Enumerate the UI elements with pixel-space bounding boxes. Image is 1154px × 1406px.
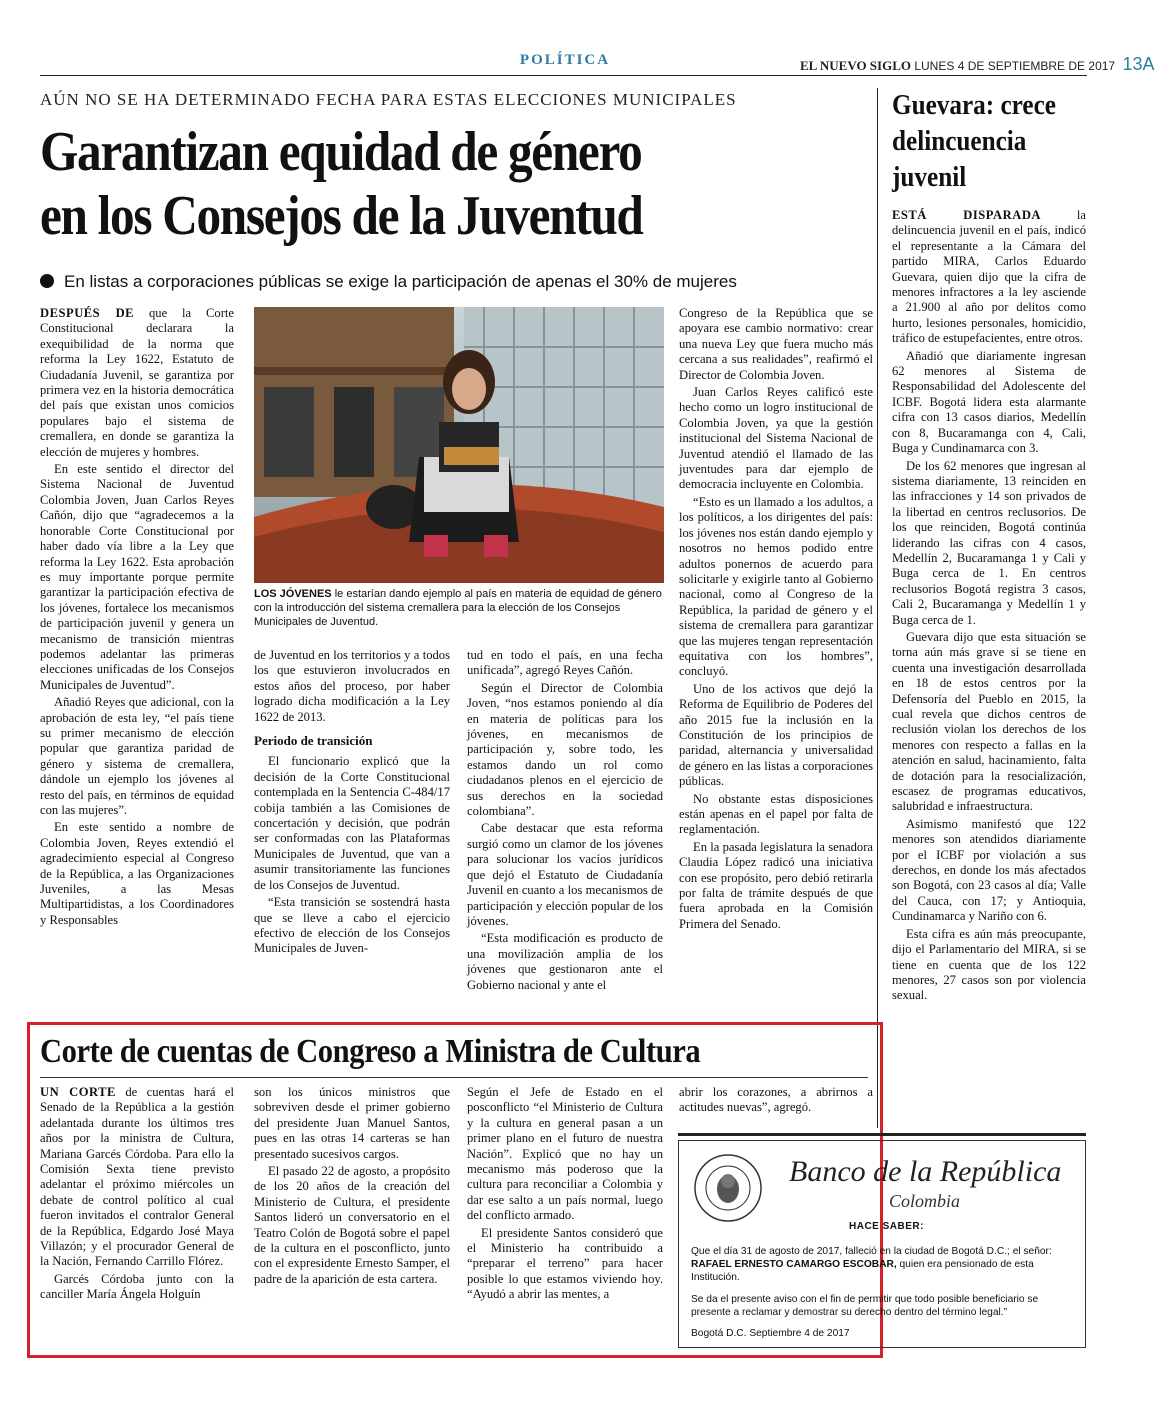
bank-country: Colombia xyxy=(889,1191,961,1211)
notice-rule xyxy=(678,1133,1086,1136)
paragraph: son los únicos ministros que sobreviven desde el primer gobierno del presidente Juan Manuel Santos, pues en las otras 14 carteras se han presentado sucesivos cargos. xyxy=(254,1085,450,1161)
paragraph: de Juventud en los territorios y a todos los que estuvieron involucrados en estos años del proceso, por haber logrado dicha modificación a la Ley 1622 de 2013. xyxy=(254,648,450,724)
lead-words: UN CORTE xyxy=(40,1085,116,1099)
culture-headline: Corte de cuentas de Congreso a Ministra de Cultura xyxy=(40,1033,701,1070)
paragraph: Congreso de la República que se apoyara ese cambio normativo: crear una nueva Ley que fuera mucho más cercana a sus realidades”, reafirmó el Director de Colombia Joven. xyxy=(679,306,873,382)
lead-words: ESTÁ DISPARADA xyxy=(892,208,1042,222)
paragraph: En la pasada legislatura la senadora Claudia López radicó una iniciativa con ese propósito, pero debió retirarla por falta de trámite después de que fuera aprobada en la Comisión Primera del Senado. xyxy=(679,839,873,931)
culture-column-1 xyxy=(40,1085,234,1305)
main-column-2 xyxy=(254,648,450,959)
subsection-title: Periodo de transición xyxy=(254,733,373,749)
side-column xyxy=(892,208,1086,1006)
paragraph: Añadió que diariamente ingresan 62 menores al Sistema de Responsabilidad del Adolescente del ICBF. Bogotá lidera esta alarmante cifra con 13 casos diarios, Medellín con 8, Bucaramanga con 4, Cali, Buga y Cundinamarca con 3. xyxy=(892,348,1086,456)
side-headline: Guevara: crece delincuencia juvenil xyxy=(892,90,1056,193)
paragraph: “Esto es un llamado a los adultos, a los políticos, a los dirigentes del país: los jóvenes nos están dando ejemplo y nosotros no hemos podido entre adultos ponernos de acuerdo para solicitarle y exigirle tanto al Gobierno nacional, como al Congreso de la República, la paridad de género y el sistema de cremallera para garantizar que las mujeres tengan representación equitativa con los hombres”, concluyó. xyxy=(679,494,873,679)
section-label: POLÍTICA xyxy=(519,52,611,68)
paragraph: Según el Jefe de Estado en el posconflicto “el Ministerio de Cultura y la cultura en general pasan a un primer plano en el futuro de nuestra Nación”. Explicó que no hay un mecanismo más poderoso que la cultura para reconciliar a Colombia y dar ese salto a un país normal, luego del conflicto armado. xyxy=(467,1085,663,1223)
main-column-4 xyxy=(679,306,873,934)
paper-name: EL NUEVO SIGLO xyxy=(800,58,911,73)
article-subhead xyxy=(40,272,860,292)
paragraph: “Esta modificación es producto de una movilización amplia de los jóvenes que gestionaron ante el Gobierno nacional y ante el xyxy=(467,931,663,992)
paragraph: UN CORTE de cuentas hará el Senado de la República a la gestión adelantada durante los últimos tres años por la ministra de Cultura, Mariana Garcés Córdoba. Para ello la Comisión Sexta tiene previsto adelantar el próximo miércoles un debate de control político al cual fueron invitados el contralor General de la República, Edgardo José Maya Villazón; y el procurador General de la Nación, Fernando Carrillo Flórez. xyxy=(40,1085,235,1269)
photo-caption xyxy=(254,587,664,629)
paragraph: Garcés Córdoba junto con la canciller María Ángela Holguín xyxy=(40,1271,234,1302)
paragraph: Cabe destacar que esta reforma surgió como un clamor de los jóvenes para solucionar los vacíos jurídicos que dejó el Estatuto de Ciudadanía Juvenil en cuanto a los mecanismos de participación y elección popular de los jóvenes. xyxy=(467,821,663,928)
notice-heading: HACE SABER: xyxy=(849,1221,924,1232)
article-kicker: AÚN NO SE HA DETERMINADO FECHA PARA ESTAS ELECCIONES MUNICIPALES xyxy=(40,90,737,109)
notice-text-2: Se da el presente aviso con el fin de permitir que todo posible beneficiario se presente a reclamar y demostrar su derecho dentro del término legal.” xyxy=(691,1294,1039,1318)
paragraph: De los 62 menores que ingresan al sistema diariamente, 13 reinciden en las infracciones y 14 son privados de la libertad en centros reclusorios. De los que reinciden, Bogotá continúa liderando las cifras con 4 casos, Medellín 2, Bucaramanga 1 y Cali y Buga cerca de 1. En centros reclusorios Bogotá registra 3 casos, Cali 2, Bucaramanga y Medellín 1 y Buga cerca de 1. xyxy=(892,458,1086,627)
paragraph: “Esta transición se sostendrá hasta que se lleve a cabo el ejercicio efectivo de elección de los Consejos Municipales de Juven- xyxy=(254,895,450,956)
paragraph: abrir los corazones, a abrirnos a actitudes nuevas”, agregó. xyxy=(679,1085,873,1115)
paragraph: El presidente Santos consideró que el Ministerio ha contribuido a “preparar el terreno” para hacer posible lo que estamos viviendo hoy. “Ayudó a abrir las mentes, a xyxy=(467,1225,663,1302)
photo-illustration xyxy=(254,307,664,583)
notice-signature: Bogotá D.C. Septiembre 4 de 2017 xyxy=(691,1328,850,1339)
paragraph: No obstante estas disposiciones están apenas en el papel por falta de reglamentación. xyxy=(679,791,873,837)
column-divider xyxy=(877,88,878,1128)
paragraph: Guevara dijo que esta situación se torna aún más grave si se tiene en cuenta una investigación desarrollada en 18 de estos centros por la Defensoría del Pueblo en 2015, la cual revela que dichos centros de reclusión violan los derechos de los menores con respecto a fallas en la atención en salud, hacinamiento, falta de dotación para la resocialización, escasez de programas educativos, salubridad e infraestructura. xyxy=(892,629,1086,814)
main-column-1 xyxy=(40,306,234,930)
issue-date: LUNES 4 DE SEPTIEMBRE DE 2017 xyxy=(914,59,1116,73)
main-column-3 xyxy=(467,648,663,995)
header-rule xyxy=(40,75,1087,76)
paragraph: ESTÁ DISPARADA la delincuencia juvenil en el país, indicó el representante a la Cámara del partido MIRA, Carlos Eduardo Guevara, quien dijo que la cifra de menores infractores a la ley asciende a 21.900 al año por delitos como hurto, lesiones personales, homicidio, tráfico de estupefacientes, entre otros. xyxy=(892,208,1086,346)
culture-column-2 xyxy=(254,1085,450,1289)
masthead xyxy=(800,54,1154,75)
paragraph: En este sentido a nombre de Colombia Joven, Reyes extendió el agradecimiento especial al Congreso de la República, a las Organizaciones Juveniles, a las Mesas Multipartidistas, a los Coordinadores y Responsables xyxy=(40,820,234,927)
seal-icon xyxy=(693,1153,763,1223)
subhead-text: En listas a corporaciones públicas se exige la participación de apenas el 30% de mujeres xyxy=(64,272,737,291)
bank-notice xyxy=(678,1140,1086,1348)
paragraph: Añadió Reyes que adicional, con la aprobación de esta ley, “el país tiene su primer mecanismo de elección popular que garantiza paridad de género y sistema de cremallera, dándole un ejemplo los jóvenes al resto del país, en términos de equidad con las mujeres”. xyxy=(40,695,234,817)
bullet-icon xyxy=(40,274,54,288)
article-headline xyxy=(40,120,762,248)
culture-rule xyxy=(40,1077,868,1078)
paragraph: Asimismo manifestó que 122 menores son atendidos diariamente por el ICBF por violación a sus derechos, en donde los más afectados son Bogotá, con 23 casos al día; Valle del Cauca, con 17; y Antioquia, Cundinamarca y Nariño con 6. xyxy=(892,816,1086,924)
culture-column-3 xyxy=(467,1085,663,1305)
headline-line-2: en los Consejos de la Juventud xyxy=(40,185,643,247)
notice-text: Que el día 31 de agosto de 2017, falleció en la ciudad de Bogotá D.C.; el señor: RAFAEL ERNESTO CAMARGO ESCOBAR, quien era pensionado de esta Institución. xyxy=(691,1246,1052,1283)
paragraph: En este sentido el director del Sistema Nacional de Juventud Colombia Joven, Juan Carlos Reyes Cañón, dijo que “agradecemos a la honorable Corte Constitucional por haber dado vía libre a la Ley que reforma la Ley 1622. Esta aprobación es muy importante porque permite garantizar la participación efectiva de los jóvenes, fortalece los mecanismos de participación juvenil y genera un mecanismo de transición mientras podemos adelantar las primeras elecciones unificadas de los Consejos Municipales de Juventud”. xyxy=(40,462,234,692)
culture-column-4 xyxy=(679,1085,873,1118)
paragraph: El funcionario explicó que la decisión de la Corte Constitucional contemplada en la Sentencia C-484/17 cobija también a las Comisiones de concertación y decisión, que podrán ser conformadas con las Plataformas Municipales de Juventud, que van a asumir transitoriamente las funciones de los Consejos de Juventud. xyxy=(254,754,450,892)
paragraph: Juan Carlos Reyes calificó este hecho como un logro institucional de Colombia Joven, ya que la gestión institucional del Sistema Nacional de Juventud atendió el llamado de las juventudes para dar ejemplo de democracia incluyente en Colombia. xyxy=(679,385,873,492)
caption-text: le estarían dando ejemplo al país en materia de equidad de género con la introducción del sistema cremallera para la elección de los Consejos Municipales de Juventud. xyxy=(254,588,662,628)
caption-lead: LOS JÓVENES xyxy=(254,588,332,600)
paragraph: Uno de los activos que dejó la Reforma de Equilibrio de Poderes del año 2015 fue la inclusión en la Constitución de los principios de paridad, alternancia y universalidad de género en las listas a corporaciones públicas. xyxy=(679,681,873,789)
article-photo xyxy=(254,307,664,583)
deceased-name: RAFAEL ERNESTO CAMARGO ESCOBAR, xyxy=(691,1259,897,1270)
paragraph: El pasado 22 de agosto, a propósito de los 20 años de la creación del Ministerio de Cultura, el presidente Santos lideró un conversatorio en el Teatro Colón de Bogotá sobre el papel de la cultura en el posconflicto, junto con el expresidente Ernesto Samper, el padre de la aparición de esta cartera. xyxy=(254,1164,450,1286)
paragraph: tud en todo el país, en una fecha unificada”, agregó Reyes Cañón. xyxy=(467,648,663,678)
page-number: 13A xyxy=(1122,54,1154,74)
paragraph: Esta cifra es aún más preocupante, dijo el Parlamentario del MIRA, si se tiene en cuenta que de los 122 menores, 27 casos son por violencia sexual. xyxy=(892,926,1086,1003)
bank-name: Banco de la República xyxy=(789,1155,1062,1188)
paragraph: DESPUÉS DE que la Corte Constitucional declarara la exequibilidad de la norma que reforma la Ley 1622, Estatuto de Ciudadanía Juvenil, se garantiza por primera vez en la historia democrática del país que existan unos comicios populares bajo el sistema de cremallera, en donde se garantiza la elección de mujeres y hombres. xyxy=(40,306,234,459)
lead-words: DESPUÉS DE xyxy=(40,306,135,320)
paragraph: Según el Director de Colombia Joven, “nos estamos poniendo al día en materia de políticas para los jóvenes, en mecanismos de participación y, sobre todo, les estamos dando un rol como ciudadanos plenos en el ejercicio de sus derechos en la sociedad colombiana”. xyxy=(467,680,663,819)
headline-line-1: Garantizan equidad de género xyxy=(40,121,642,183)
